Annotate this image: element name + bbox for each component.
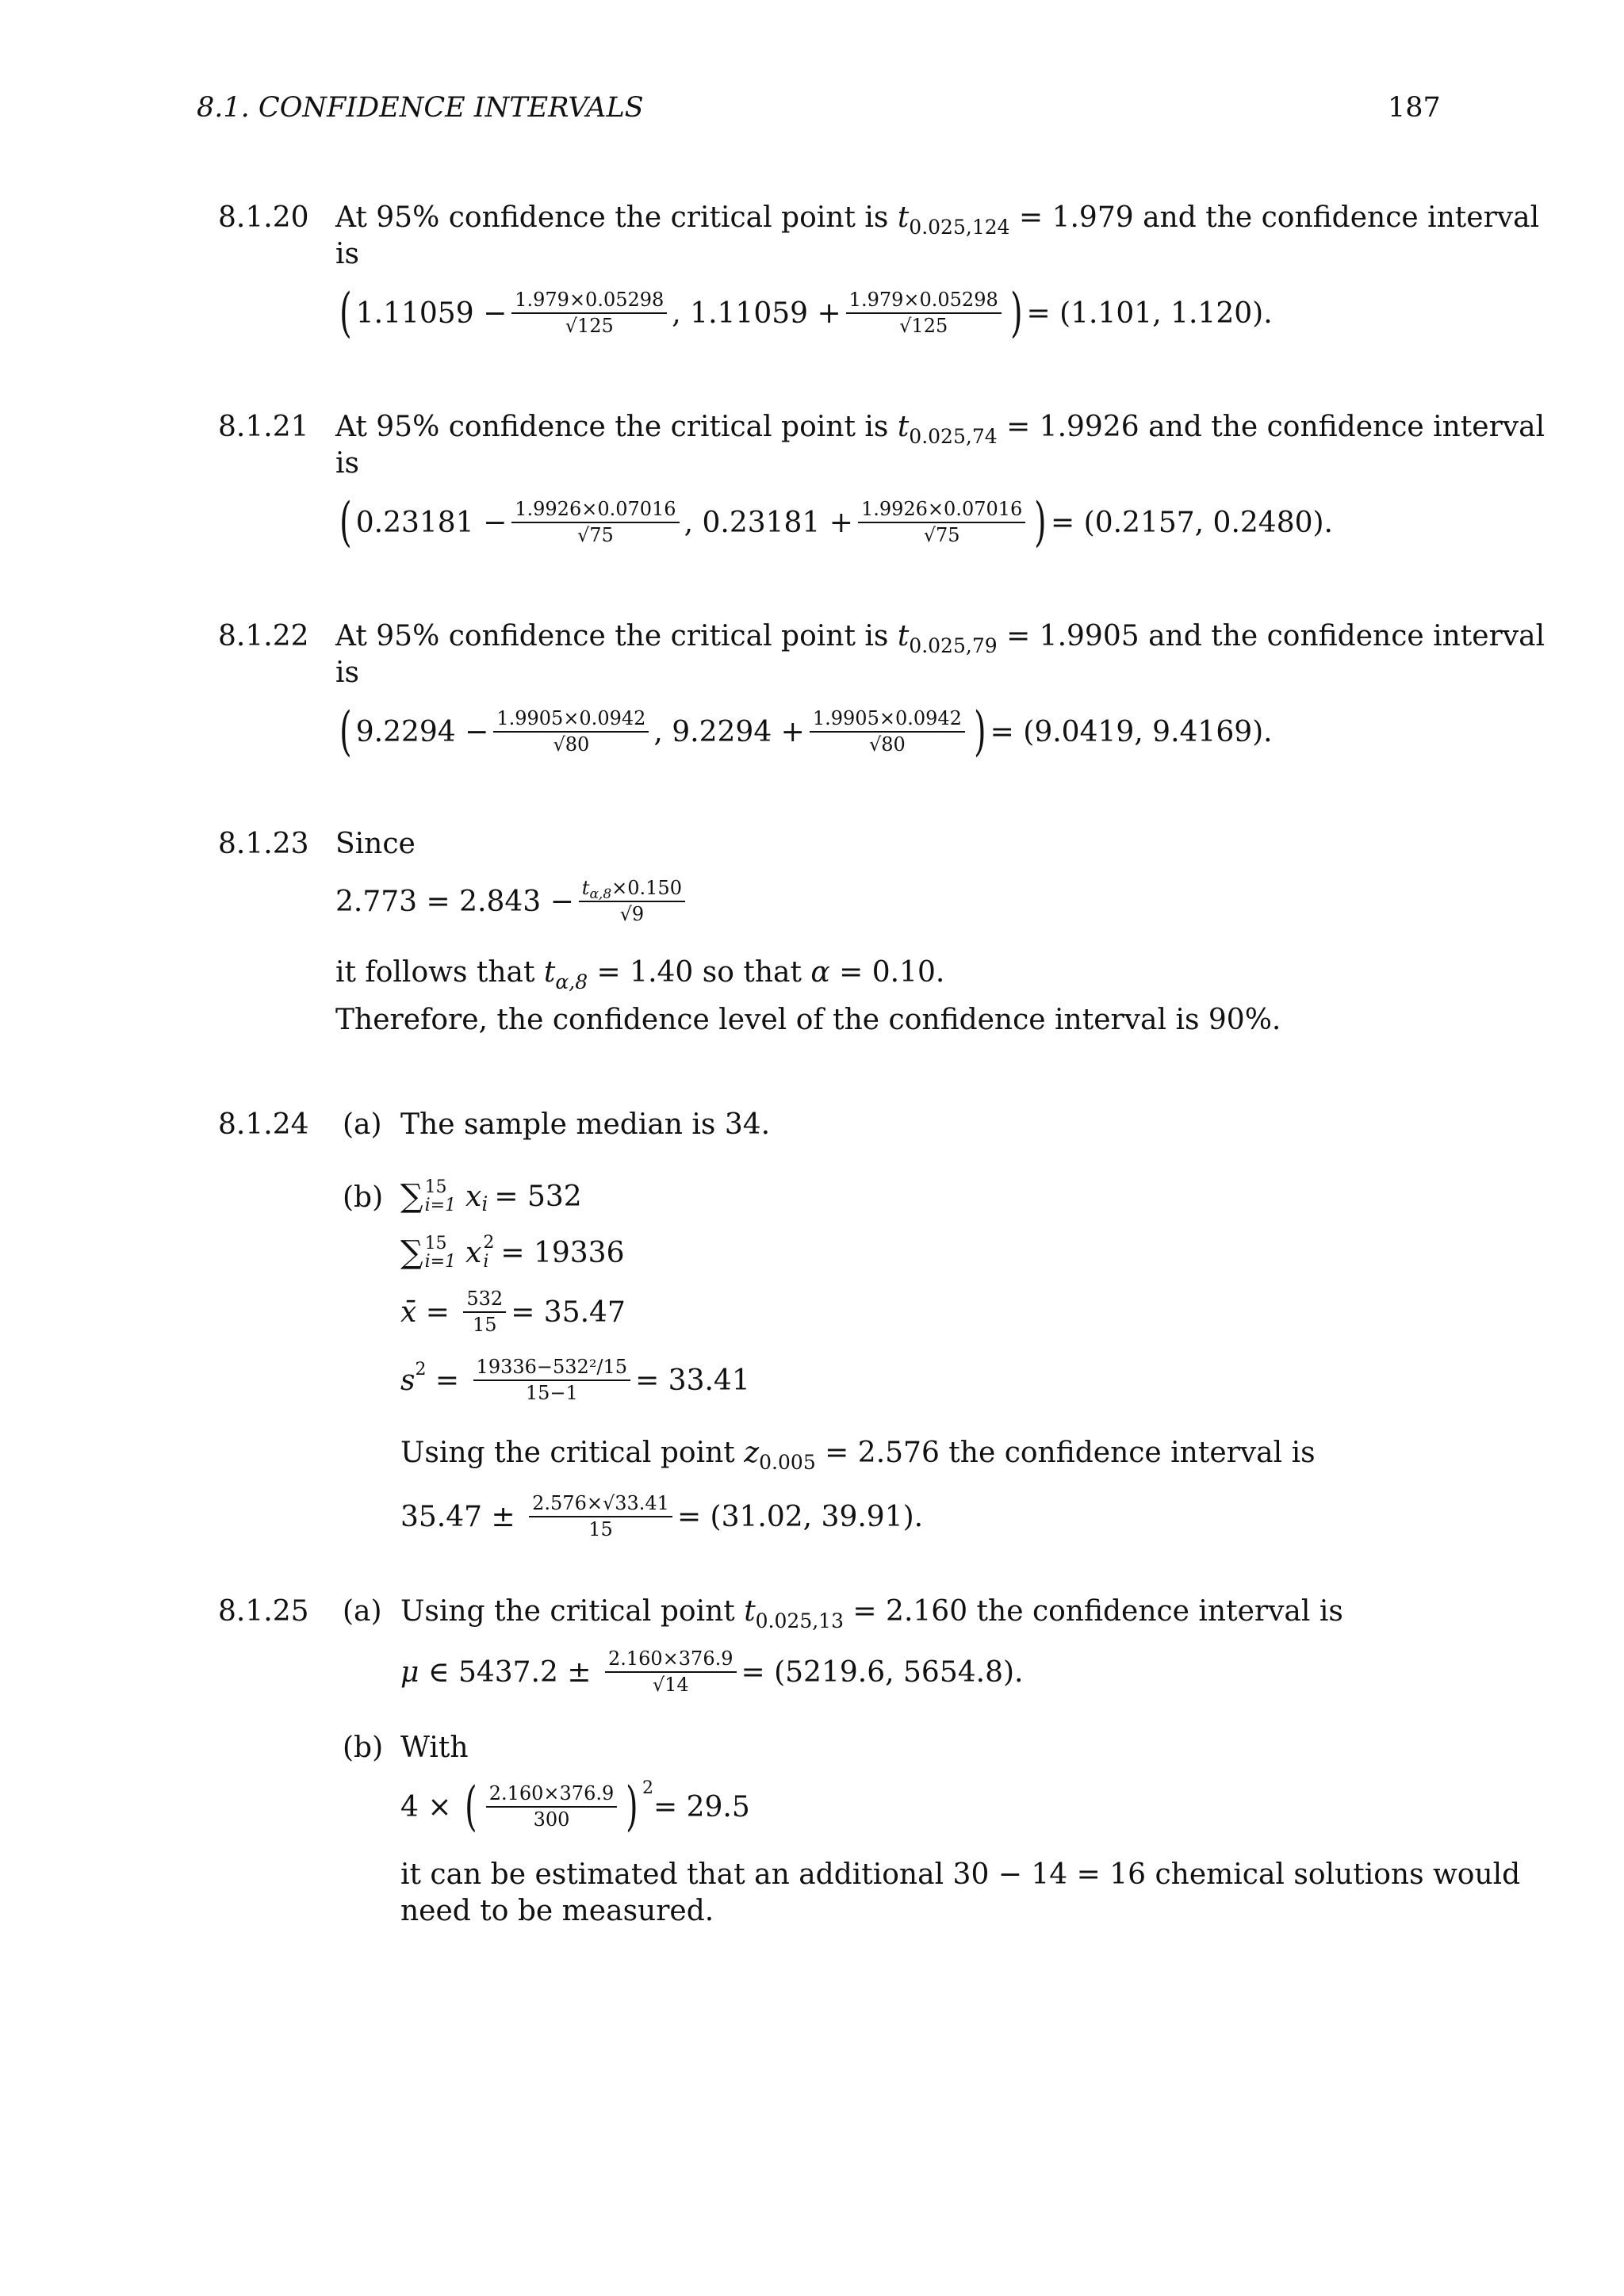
problem-number: 8.1.23: [218, 828, 309, 860]
interval-equation: ( 0.23181 − $\frac{1.9926\times 0.07016}{√75}$ , 0.23181 + $\frac{1.9926\times 0.07016}{√75}$ ) = (0.2157, 0.2480).: [339, 492, 1334, 553]
problem-number: 8.1.24: [218, 1108, 309, 1141]
fraction: $\frac{\text{19336−532²/15}}{15-1}$: [473, 1357, 631, 1403]
fraction: $\frac{1.9905\times 0.0942}{√80}$: [810, 709, 965, 755]
sample-size-equation: 4 × ( $\frac{2.160\times 376.9}{300}$ ) 2 = 29.5: [400, 1776, 750, 1837]
part-label: (a): [343, 1108, 382, 1141]
problem-text: Therefore, the confidence level of the confidence interval is 90%.: [335, 1004, 1281, 1036]
part-label: (a): [343, 1595, 382, 1628]
problem-text: At 95% confidence the critical point is $t_{0.025,124} = 1.979$ and the confidence interval: [335, 201, 1540, 239]
fraction: $\frac{1.9905\times 0.0942}{√80}$: [493, 709, 649, 755]
fraction: $\frac{2.576\times√33.41}{15}$: [529, 1494, 672, 1540]
fraction: $\frac{532}{15}$: [463, 1289, 506, 1335]
problem-text-cont: is: [335, 238, 359, 270]
problem-text: need to be measured.: [400, 1895, 714, 1927]
interval-equation: μ ∈ 5437.2 ± $\frac{2.160\times 376.9}{√14}$ = (5219.6, 5654.8).: [400, 1647, 1024, 1697]
sum-equation: ∑ 15 i=1 x i = 532: [400, 1177, 582, 1216]
problem-number: 8.1.25: [218, 1595, 309, 1628]
running-header: 8.1. CONFIDENCE INTERVALS: [197, 92, 644, 124]
interval-equation: 35.47 ± $\frac{2.576\times√33.41}{15}$ = (31.02, 39.91).: [400, 1492, 924, 1541]
problem-text: At 95% confidence the critical point is $t_{0.025,74} = 1.9926$ and the confidence interval: [335, 411, 1545, 448]
fraction: $\frac{2.160\times 376.9}{300}$: [486, 1784, 618, 1830]
problem-text: it can be estimated that an additional 30 − 14 = 16 chemical solutions would: [400, 1858, 1521, 1891]
interval-equation: ( 1.11059 − $\frac{1.979\times 0.05298}{√125}$ , 1.11059 + $\frac{1.979\times 0.05298}{√125}$ ) = (1.101, 1.120).: [339, 282, 1273, 343]
problem-number: 8.1.22: [218, 620, 309, 652]
sum-squares-equation: ∑ 15 i=1 x 2 i = 19336: [400, 1233, 625, 1272]
problem-text: it follows that $t_{\alpha,8} = 1.40$ so that α = 0.10.: [335, 956, 945, 993]
problem-text: Since: [335, 828, 416, 860]
problem-number: 8.1.21: [218, 411, 309, 443]
fraction: $\frac{t_{\alpha,8}\times 0.150}{√9}$: [579, 878, 685, 924]
equation: 2.773 = 2.843 − $\frac{t_{\alpha,8}\times 0.150}{√9}$: [335, 878, 690, 924]
problem-text-cont: is: [335, 656, 359, 689]
problem-number: 8.1.20: [218, 201, 309, 234]
problem-text: Using the critical point $t_{0.025,13} = 2.160$ the confidence interval is: [400, 1595, 1343, 1632]
part-label: (b): [343, 1181, 384, 1214]
fraction: $\frac{1.9926\times 0.07016}{√75}$: [511, 499, 679, 545]
part-label: (b): [343, 1732, 384, 1764]
variance-equation: s 2 = $\frac{\text{19336−532²/15}}{15-1}$ = 33.41: [400, 1356, 750, 1405]
page-number: 187: [1388, 92, 1441, 124]
interval-equation: ( 9.2294 − $\frac{1.9905\times 0.0942}{√80}$ , 9.2294 + $\frac{1.9905\times 0.0942}{√80}$ ) = (9.0419, 9.4169).: [339, 701, 1273, 762]
mean-equation: x̄ = $\frac{532}{15}$ = 35.47: [400, 1288, 626, 1337]
fraction: $\frac{1.979\times 0.05298}{√125}$: [846, 290, 1002, 336]
problem-text: Using the critical point $z_{0.005} = 2.576$ the confidence interval is: [400, 1437, 1316, 1474]
fraction: $\frac{2.160\times 376.9}{√14}$: [605, 1649, 737, 1695]
problem-text: The sample median is 34.: [400, 1108, 771, 1141]
problem-text-cont: is: [335, 447, 359, 480]
problem-text: With: [400, 1732, 469, 1764]
fraction: $\frac{1.9926\times 0.07016}{√75}$: [858, 499, 1025, 545]
problem-text: At 95% confidence the critical point is $t_{0.025,79} = 1.9905$ and the confidence interval: [335, 620, 1545, 657]
fraction: $\frac{1.979\times 0.05298}{√125}$: [511, 290, 667, 336]
